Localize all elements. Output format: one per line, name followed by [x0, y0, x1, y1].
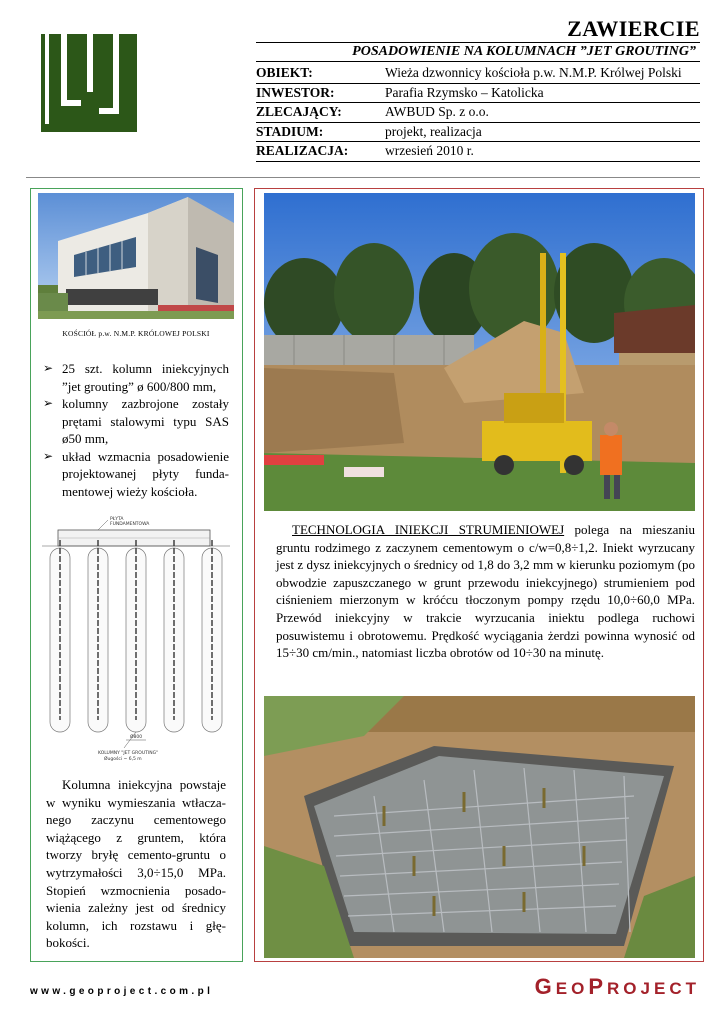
list-item	[43, 360, 229, 395]
company-logo	[41, 34, 137, 132]
info-row	[256, 64, 700, 84]
technology-heading: TECHNOLOGIA INIEKCJI STRUMIENIOWEJ	[292, 522, 565, 537]
bullet-text: układ wzmacnia posadowienie projektowanej płyty funda-mentowej wieży kościoła.	[62, 448, 229, 499]
arrow-bullet-icon: ➢	[43, 448, 54, 463]
jet-grouting-technology-text	[276, 521, 695, 662]
excavation-rebar-photo	[264, 696, 695, 958]
info-row	[256, 142, 700, 162]
info-row	[256, 103, 700, 123]
info-key: ZLECAJĄCY:	[256, 104, 342, 119]
brand-letters: ROJECT	[607, 979, 700, 998]
info-key: REALIZACJA:	[256, 143, 349, 158]
slab-label-line: PŁYTA	[110, 517, 124, 522]
church-photo	[38, 193, 234, 319]
jet-grouting-columns-drawing	[38, 510, 234, 766]
info-key: OBIEKT:	[256, 65, 313, 80]
church-photo-caption: KOŚCIÓŁ p.w. N.M.P. KRÓLOWEJ POLSKI	[62, 329, 210, 338]
website-url: www.geoproject.com.pl	[30, 986, 214, 997]
technology-body: polega na mieszaniu gruntu rodzimego z zaczynem cementowym o c/w=0,8÷1,2. Iniekt wyrzucany jest z dysz iniekcyjnych o średnicy od 1,8 do 3,2 mm w kierunku poziomym (po obwodzie zapuszczanego w grunt przewodu iniekcyjnego) strumieniem pod ciśnieniem mierzonym w króćcu tłoczonym pompy rzędu 10,0÷60,0 MPa. Przewód iniekcyjny w trakcie wyrzucania iniektu podlega ruchowi posuwistemu i obrotowemu. Prędkość wyciągania żerdzi powinna wynosić od 15÷30 cm/min., natomiast liczba obrotów od 10÷30 na minutę.	[276, 522, 695, 661]
info-key: INWESTOR:	[256, 84, 335, 100]
slab-label-line: FUNDAMENTOWA	[110, 522, 150, 527]
project-subtitle: POSADOWIENIE NA KOLUMNACH ”JET GROUTING”	[256, 42, 700, 62]
bullet-text: 25 szt. kolumn iniekcyjnych ”jet grouting” ø 600/800 mm,	[62, 361, 229, 394]
header-divider	[26, 177, 700, 178]
info-value: projekt, realizacja	[385, 123, 482, 139]
brand-letter: P	[588, 974, 608, 999]
diameter-label: Ø800	[130, 735, 143, 740]
info-value: wrzesień 2010 r.	[385, 143, 474, 158]
info-value: AWBUD Sp. z o.o.	[385, 104, 489, 119]
project-info-table	[256, 64, 700, 162]
bullet-text: kolumny zazbrojone zostały prętami stalowymi typu SAS ø50 mm,	[62, 396, 229, 446]
info-row	[256, 123, 700, 143]
feature-bullet-list	[43, 360, 229, 500]
info-value: Parafia Rzymsko – Katolicka	[385, 84, 544, 100]
arrow-bullet-icon: ➢	[43, 396, 54, 410]
city-title: ZAWIERCIE	[567, 16, 700, 41]
list-item	[43, 448, 229, 501]
info-key: STADIUM:	[256, 123, 324, 139]
info-value: Wieża dzwonnicy kościoła p.w. N.M.P. Królwej Polski	[385, 65, 682, 80]
columns-label: KOLUMNY "JET GROUTING"	[98, 751, 159, 756]
list-item	[43, 395, 229, 448]
drilling-rig-photo	[264, 193, 695, 511]
columns-length-label: Øugości ~ 6,5 m	[104, 757, 142, 762]
info-row	[256, 84, 700, 104]
brand-letter: G	[534, 974, 556, 999]
arrow-bullet-icon: ➢	[43, 361, 54, 375]
column-description-text: Kolumna iniekcyjna powstaje w wyniku wymieszania wtłacza-nego zaczynu cementowego wiążącego z gruntem, która tworzy bryłę cemento-gruntu o wytrzymałości 3,0÷15,0 MPa. Stopień wzmocnienia posado-wienia zależny jest od średnicy kolumn, ich rozstawu i głę-bokości.	[46, 777, 226, 951]
brand-letters: EO	[555, 979, 589, 998]
geoproject-brand	[535, 974, 700, 1000]
